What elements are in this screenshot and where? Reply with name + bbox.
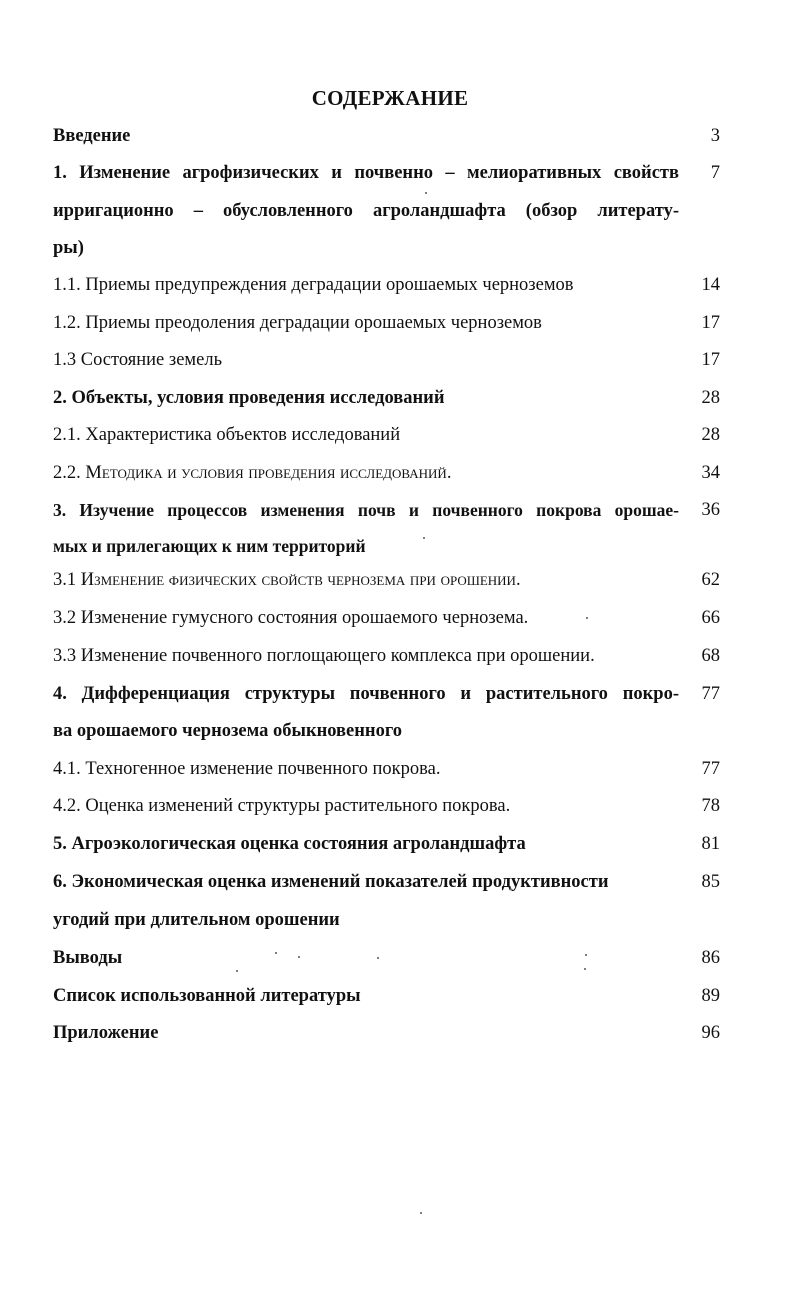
- toc-page-number: 77: [701, 684, 720, 704]
- toc-entry-chapter-1: 1. Изменение агрофизических и почвенно – мелиоративных свойств: [53, 163, 679, 183]
- toc-entry-section-1-3: 1.3 Состояние земель: [53, 350, 223, 370]
- toc-entry-chapter-4: 4. Дифференциация структуры почвенного и растительного покро-: [53, 684, 679, 704]
- toc-entry-section-2-1: 2.1. Характеристика объектов исследований: [53, 425, 401, 445]
- toc-page-number: 17: [701, 313, 720, 333]
- toc-entry-references: Список использованной литературы: [53, 986, 361, 1006]
- toc-entry-section-4-2: 4.2. Оценка изменений структуры растительного покрова.: [53, 796, 511, 816]
- toc-entry-section-1-2: 1.2. Приемы преодоления деградации орошаемых черноземов: [53, 313, 542, 333]
- toc-entry-chapter-6-cont: угодий при длительном орошении: [53, 910, 340, 930]
- toc-page-number: 62: [701, 570, 720, 590]
- toc-entry-chapter-2: 2. Объекты, условия проведения исследований: [53, 388, 445, 408]
- toc-page-number: 81: [701, 834, 720, 854]
- scan-speck: [585, 954, 587, 956]
- toc-entry-section-3-1: 3.1 Изменение физических свойств чернозема при орошении.: [53, 570, 521, 590]
- scan-speck: [377, 957, 379, 959]
- toc-entry-appendix: Приложение: [53, 1023, 159, 1043]
- toc-page-number: 66: [701, 608, 720, 628]
- toc-entry-section-2-2: 2.2. Методика и условия проведения исследований.: [53, 463, 452, 483]
- scan-speck: [586, 617, 588, 619]
- toc-page-number: 96: [701, 1023, 720, 1043]
- toc-page-number: 28: [701, 388, 720, 408]
- toc-page-number: 34: [701, 463, 720, 483]
- toc-entry-chapter-1-cont: ирригационно – обусловленного агроландшафта (обзор литерату-: [53, 201, 679, 221]
- toc-page-number: 36: [701, 500, 720, 520]
- toc-page-number: 7: [710, 163, 720, 183]
- toc-entry-section-4-1: 4.1. Техногенное изменение почвенного покрова.: [53, 759, 441, 779]
- toc-page-number: 78: [701, 796, 720, 816]
- toc-page-number: 86: [701, 948, 720, 968]
- toc-entry-chapter-4-cont: ва орошаемого чернозема обыкновенного: [53, 721, 403, 741]
- toc-entry-chapter-1-cont: ры): [53, 238, 84, 258]
- scan-speck: [236, 970, 238, 972]
- toc-page-number: 77: [701, 759, 720, 779]
- scan-speck: [420, 1212, 422, 1214]
- toc-entry-chapter-3-cont: мых и прилегающих к ним территорий: [53, 536, 366, 556]
- toc-entry-chapter-5: 5. Агроэкологическая оценка состояния агроландшафта: [53, 834, 526, 854]
- toc-entry-section-1-1: 1.1. Приемы предупреждения деградации орошаемых черноземов: [53, 275, 574, 295]
- toc-entry-conclusions: Выводы: [53, 948, 123, 968]
- toc-page-number: 89: [701, 986, 720, 1006]
- toc-entry-chapter-6: 6. Экономическая оценка изменений показателей продуктивности: [53, 872, 609, 892]
- toc-heading: СОДЕРЖАНИЕ: [311, 86, 469, 110]
- scan-speck: [275, 952, 277, 954]
- scan-speck: [584, 968, 586, 970]
- toc-page-number: 17: [701, 350, 720, 370]
- toc-page-number: 3: [710, 126, 720, 146]
- toc-page-number: 28: [701, 425, 720, 445]
- scan-speck: [298, 956, 300, 958]
- toc-entry-introduction: Введение: [53, 126, 131, 146]
- toc-entry-section-3-3: 3.3 Изменение почвенного поглощающего комплекса при орошении.: [53, 646, 595, 666]
- scan-speck: [425, 192, 427, 194]
- scan-speck: [423, 537, 425, 539]
- toc-page-number: 14: [701, 275, 720, 295]
- toc-page-number: 68: [701, 646, 720, 666]
- toc-entry-chapter-3: 3. Изучение процессов изменения почв и почвенного покрова орошае-: [53, 500, 679, 520]
- toc-entry-section-3-2: 3.2 Изменение гумусного состояния орошаемого чернозема.: [53, 608, 529, 628]
- toc-page-number: 85: [701, 872, 720, 892]
